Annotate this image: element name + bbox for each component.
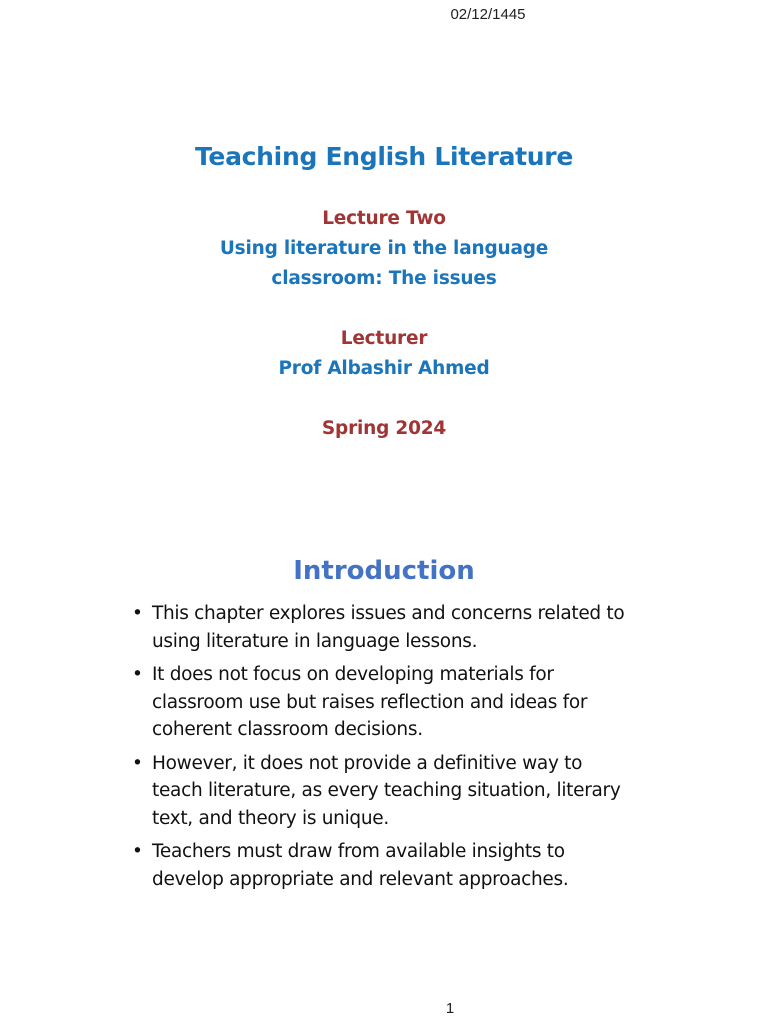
bullet-icon: • — [132, 841, 143, 862]
lecturer-name: Prof Albashir Ahmed — [278, 358, 490, 379]
list-item — [130, 600, 638, 655]
introduction-heading: Introduction — [293, 556, 475, 586]
bullet-icon: • — [132, 752, 143, 774]
bullet-icon: • — [132, 603, 143, 624]
list-item — [130, 838, 638, 893]
bullet-text: Teachers must draw from available insights to develop appropriate and relevant approaches. — [152, 841, 569, 890]
list-item — [130, 661, 638, 744]
page-date: 02/12/1445 — [450, 6, 526, 23]
bullet-list — [130, 600, 638, 893]
bullet-text: It does not focus on developing materials for classroom use but raises reflection and ideas for coherent classroom decisions. — [152, 664, 588, 740]
lecture-topic-line-2: classroom: The issues — [271, 268, 497, 289]
lecture-number: Lecture Two — [322, 208, 446, 229]
course-title: Teaching English Literature — [195, 142, 573, 171]
bullet-text: This chapter explores issues and concerns related to using literature in language lessons. — [152, 603, 625, 652]
term: Spring 2024 — [321, 418, 447, 439]
bullet-icon: • — [132, 664, 143, 685]
lecturer-label: Lecturer — [340, 328, 428, 349]
introduction-slide — [130, 548, 638, 928]
list-item — [130, 750, 638, 833]
lecture-topic-line-1: Using literature in the language — [219, 238, 549, 259]
page-number: 1 — [445, 1000, 455, 1017]
title-slide — [130, 130, 638, 470]
bullet-text: However, it does not provide a definitive way to teach literature, as every teaching situation, literary text, and theory is unique. — [152, 752, 621, 829]
